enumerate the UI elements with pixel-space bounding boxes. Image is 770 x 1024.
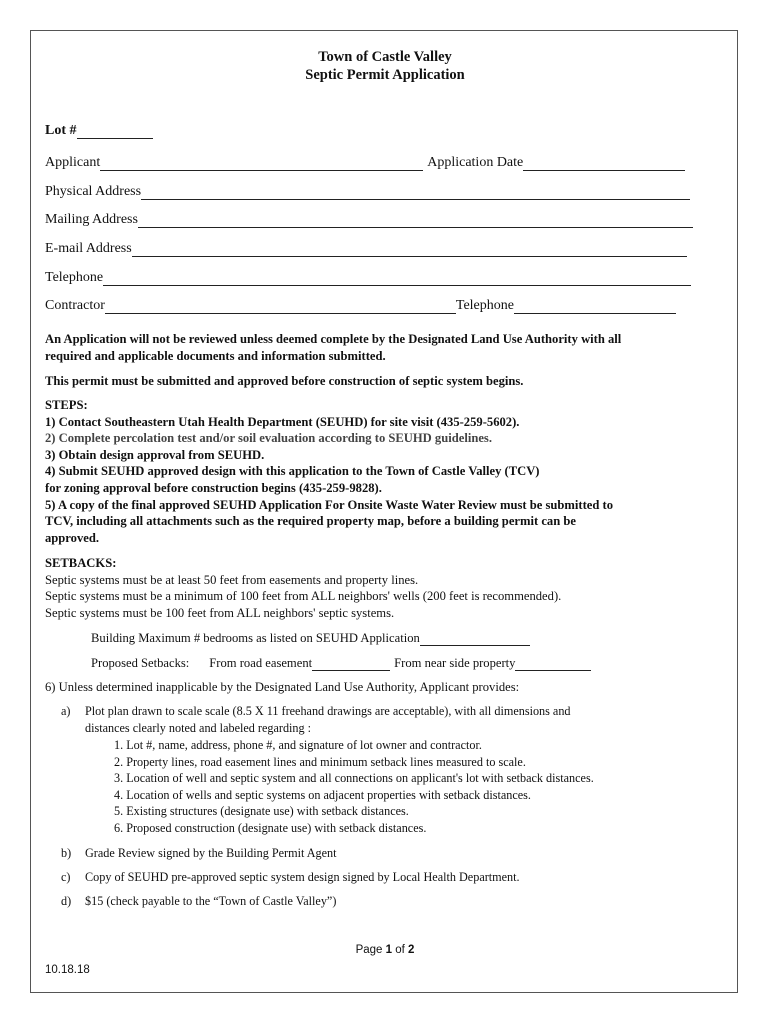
step-5-line-3: approved. bbox=[45, 530, 100, 545]
mailing-address-field bbox=[45, 210, 693, 228]
document-title-town: Town of Castle Valley bbox=[318, 49, 452, 65]
item-a-list bbox=[114, 737, 594, 836]
of-word: of bbox=[395, 944, 405, 956]
step-5-line-1: 5) A copy of the final approved SEUHD Application For Onsite Waste Water Review must be submitted to bbox=[45, 497, 614, 512]
page-word: Page bbox=[355, 944, 383, 956]
email-address-label: E-mail Address bbox=[45, 241, 132, 256]
road-easement-label: From road easement bbox=[209, 656, 313, 670]
page-current: 1 bbox=[385, 944, 393, 956]
review-notice bbox=[45, 331, 621, 364]
list-item: 4. Location of wells and septic systems on adjacent properties with setback distances. bbox=[114, 787, 531, 802]
bedrooms-label: Building Maximum # bedrooms as listed on SEUHD Application bbox=[91, 631, 420, 645]
step-5-line-2: TCV, including all attachments such as the required property map, before a building permit can be bbox=[45, 514, 576, 529]
item-a-text bbox=[85, 703, 571, 736]
review-notice-line-2: required and applicable documents and information submitted. bbox=[45, 348, 386, 363]
lot-label: Lot # bbox=[45, 123, 77, 138]
list-item: 2. Property lines, road easement lines and minimum setback lines measured to scale. bbox=[114, 754, 526, 769]
document-page bbox=[30, 30, 738, 993]
item-a-line-1: Plot plan drawn to scale scale (8.5 X 11 freehand drawings are acceptable), with all dimensions and bbox=[85, 704, 571, 718]
contractor-input-line[interactable] bbox=[105, 300, 456, 314]
physical-address-field bbox=[45, 182, 690, 200]
applicant-input-line[interactable] bbox=[100, 157, 423, 171]
step-4-line-1: 4) Submit SEUHD approved design with this application to the Town of Castle Valley (TCV) bbox=[45, 464, 540, 479]
email-address-field bbox=[45, 239, 687, 257]
step-3: 3) Obtain design approval from SEUHD. bbox=[45, 447, 265, 462]
setbacks-line-3: Septic systems must be 100 feet from ALL neighbors' septic systems. bbox=[45, 605, 395, 620]
item-c-text: Copy of SEUHD pre-approved septic system design signed by Local Health Department. bbox=[85, 870, 520, 884]
page-total: 2 bbox=[408, 944, 415, 956]
step-4-line-2: for zoning approval before construction begins (435-259-9828). bbox=[45, 480, 382, 495]
item-b-text: Grade Review signed by the Building Permit Agent bbox=[85, 846, 337, 860]
contractor-telephone-label: Telephone bbox=[455, 298, 514, 313]
side-property-label: From near side property bbox=[394, 656, 516, 670]
steps-section bbox=[45, 397, 613, 546]
applicant-label: Applicant bbox=[45, 155, 101, 170]
item-a-line-2: distances clearly noted and labeled regarding : bbox=[85, 720, 312, 735]
telephone-label: Telephone bbox=[45, 270, 104, 285]
page-number bbox=[31, 944, 739, 956]
steps-heading: STEPS: bbox=[45, 398, 88, 412]
submit-notice: This permit must be submitted and approved before construction of septic system begins. bbox=[45, 374, 524, 388]
application-date-label: Application Date bbox=[427, 155, 524, 170]
bedrooms-input-line[interactable] bbox=[420, 634, 530, 646]
step-2: 2) Complete percolation test and/or soil evaluation according to SEUHD guidelines. bbox=[45, 431, 492, 446]
list-item: 6. Proposed construction (designate use) with setback distances. bbox=[114, 820, 427, 835]
contractor-telephone-input-line[interactable] bbox=[514, 300, 676, 314]
mailing-address-label: Mailing Address bbox=[45, 212, 138, 227]
lot-input-line[interactable] bbox=[77, 125, 153, 139]
applicant-field bbox=[45, 153, 685, 171]
setbacks-line-1: Septic systems must be at least 50 feet from easements and property lines. bbox=[45, 572, 419, 587]
step-1: 1) Contact Southeastern Utah Health Department (SEUHD) for site visit (435-259-5602). bbox=[45, 414, 520, 429]
revision-date: 10.18.18 bbox=[45, 964, 90, 976]
provides-intro: 6) Unless determined inapplicable by the Designated Land Use Authority, Applicant provides: bbox=[45, 680, 520, 694]
telephone-field bbox=[45, 268, 691, 286]
telephone-input-line[interactable] bbox=[103, 272, 691, 286]
list-item: 5. Existing structures (designate use) with setback distances. bbox=[114, 804, 409, 818]
list-item: 1. Lot #, name, address, phone #, and signature of lot owner and contractor. bbox=[114, 738, 482, 752]
contractor-label: Contractor bbox=[45, 298, 105, 313]
physical-address-input-line[interactable] bbox=[141, 186, 690, 200]
lot-field bbox=[45, 121, 153, 139]
mailing-address-input-line[interactable] bbox=[138, 214, 693, 228]
application-date-input-line[interactable] bbox=[523, 157, 685, 171]
email-address-input-line[interactable] bbox=[132, 243, 687, 257]
bedrooms-field bbox=[91, 628, 530, 646]
setbacks-section bbox=[45, 555, 561, 621]
contractor-field bbox=[45, 296, 676, 314]
document-title-form: Septic Permit Application bbox=[305, 67, 465, 83]
review-notice-line-1: An Application will not be reviewed unless deemed complete by the Designated Land Use Authority with all bbox=[45, 332, 622, 346]
item-b-label: b) bbox=[61, 846, 72, 860]
side-property-input-line[interactable] bbox=[515, 659, 591, 671]
item-a-label: a) bbox=[61, 704, 71, 718]
road-easement-input-line[interactable] bbox=[312, 659, 390, 671]
setbacks-heading: SETBACKS: bbox=[45, 556, 117, 570]
proposed-setbacks-label: Proposed Setbacks: bbox=[91, 656, 190, 670]
item-d-label: d) bbox=[61, 894, 72, 908]
list-item: 3. Location of well and septic system and all connections on applicant's lot with setback distances. bbox=[114, 771, 594, 785]
item-d-text: $15 (check payable to the “Town of Castle Valley”) bbox=[85, 894, 337, 908]
proposed-setbacks-field bbox=[91, 653, 591, 671]
setbacks-line-2: Septic systems must be a minimum of 100 feet from ALL neighbors' wells (200 feet is recommended). bbox=[45, 589, 562, 604]
physical-address-label: Physical Address bbox=[45, 184, 142, 199]
item-c-label: c) bbox=[61, 870, 71, 884]
